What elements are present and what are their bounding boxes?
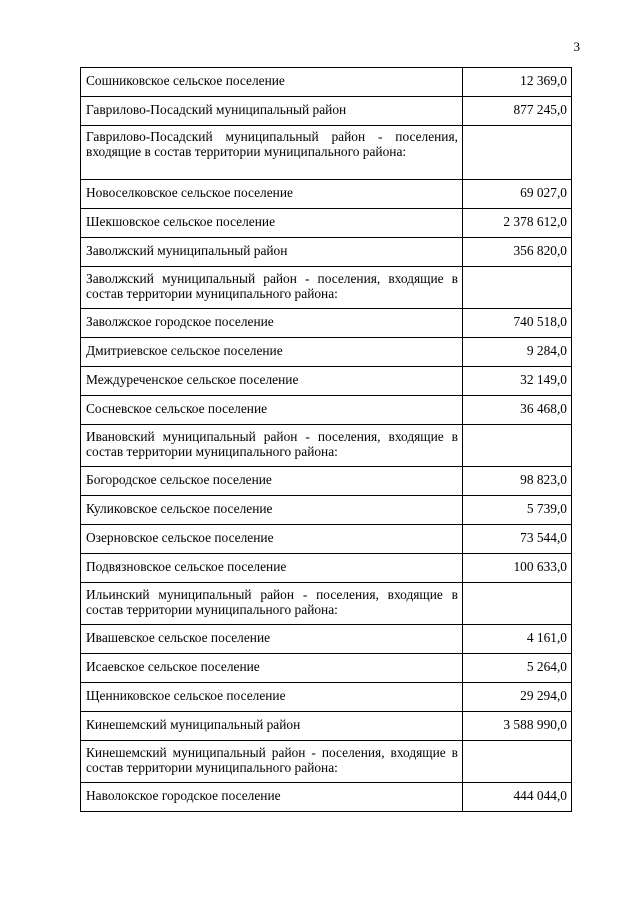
table-row xyxy=(81,683,572,712)
row-value: 3 588 990,0 xyxy=(463,712,572,741)
row-value: 877 245,0 xyxy=(463,97,572,126)
budget-table-body xyxy=(81,68,572,812)
table-row xyxy=(81,180,572,209)
row-value: 444 044,0 xyxy=(463,783,572,812)
row-value: 4 161,0 xyxy=(463,625,572,654)
row-value: 5 739,0 xyxy=(463,496,572,525)
row-name: Ильинский муниципальный район - поселения, входящие в состав территории муниципального района: xyxy=(81,583,463,625)
row-value: 740 518,0 xyxy=(463,309,572,338)
row-name: Заволжский муниципальный район xyxy=(81,238,463,267)
row-name: Озерновское сельское поселение xyxy=(81,525,463,554)
table-row xyxy=(81,425,572,467)
row-name: Сосневское сельское поселение xyxy=(81,396,463,425)
row-name: Богородское сельское поселение xyxy=(81,467,463,496)
row-name: Ивановский муниципальный район - поселения, входящие в состав территории муниципального района: xyxy=(81,425,463,467)
row-name: Новоселковское сельское поселение xyxy=(81,180,463,209)
row-name: Кинешемский муниципальный район xyxy=(81,712,463,741)
row-value xyxy=(463,425,572,467)
table-row xyxy=(81,741,572,783)
row-name: Заволжский муниципальный район - поселения, входящие в состав территории муниципального района: xyxy=(81,267,463,309)
table-row xyxy=(81,783,572,812)
row-value: 12 369,0 xyxy=(463,68,572,97)
table-row xyxy=(81,267,572,309)
row-name: Куликовское сельское поселение xyxy=(81,496,463,525)
row-name: Дмитриевское сельское поселение xyxy=(81,338,463,367)
row-value: 32 149,0 xyxy=(463,367,572,396)
row-name: Гаврилово-Посадский муниципальный район xyxy=(81,97,463,126)
row-name: Щенниковское сельское поселение xyxy=(81,683,463,712)
row-value xyxy=(463,126,572,180)
table-row xyxy=(81,367,572,396)
table-row xyxy=(81,496,572,525)
row-name: Гаврилово-Посадский муниципальный район - поселения, входящие в состав территории муниципального района: xyxy=(81,126,463,180)
row-value xyxy=(463,741,572,783)
page-number: 3 xyxy=(573,39,580,54)
row-name: Междуреченское сельское поселение xyxy=(81,367,463,396)
table-row xyxy=(81,625,572,654)
row-value: 29 294,0 xyxy=(463,683,572,712)
row-name: Подвязновское сельское поселение xyxy=(81,554,463,583)
row-value xyxy=(463,583,572,625)
table-row xyxy=(81,467,572,496)
row-value: 98 823,0 xyxy=(463,467,572,496)
row-value: 36 468,0 xyxy=(463,396,572,425)
row-value xyxy=(463,267,572,309)
row-name: Заволжское городское поселение xyxy=(81,309,463,338)
table-row xyxy=(81,338,572,367)
row-value: 9 284,0 xyxy=(463,338,572,367)
table-row xyxy=(81,654,572,683)
row-name: Ивашевское сельское поселение xyxy=(81,625,463,654)
row-value: 356 820,0 xyxy=(463,238,572,267)
row-name: Кинешемский муниципальный район - поселения, входящие в состав территории муниципального района: xyxy=(81,741,463,783)
table-row xyxy=(81,68,572,97)
table-row xyxy=(81,712,572,741)
table-row xyxy=(81,583,572,625)
row-value: 100 633,0 xyxy=(463,554,572,583)
table-row xyxy=(81,97,572,126)
row-name: Наволокское городское поселение xyxy=(81,783,463,812)
row-name: Сошниковское сельское поселение xyxy=(81,68,463,97)
table-row xyxy=(81,525,572,554)
table-row xyxy=(81,238,572,267)
row-value: 73 544,0 xyxy=(463,525,572,554)
row-value: 5 264,0 xyxy=(463,654,572,683)
table-row xyxy=(81,396,572,425)
table-row xyxy=(81,209,572,238)
row-value: 69 027,0 xyxy=(463,180,572,209)
table-row xyxy=(81,554,572,583)
row-name: Исаевское сельское поселение xyxy=(81,654,463,683)
budget-table xyxy=(80,67,572,812)
row-name: Шекшовское сельское поселение xyxy=(81,209,463,238)
table-row xyxy=(81,309,572,338)
row-value: 2 378 612,0 xyxy=(463,209,572,238)
table-row xyxy=(81,126,572,180)
